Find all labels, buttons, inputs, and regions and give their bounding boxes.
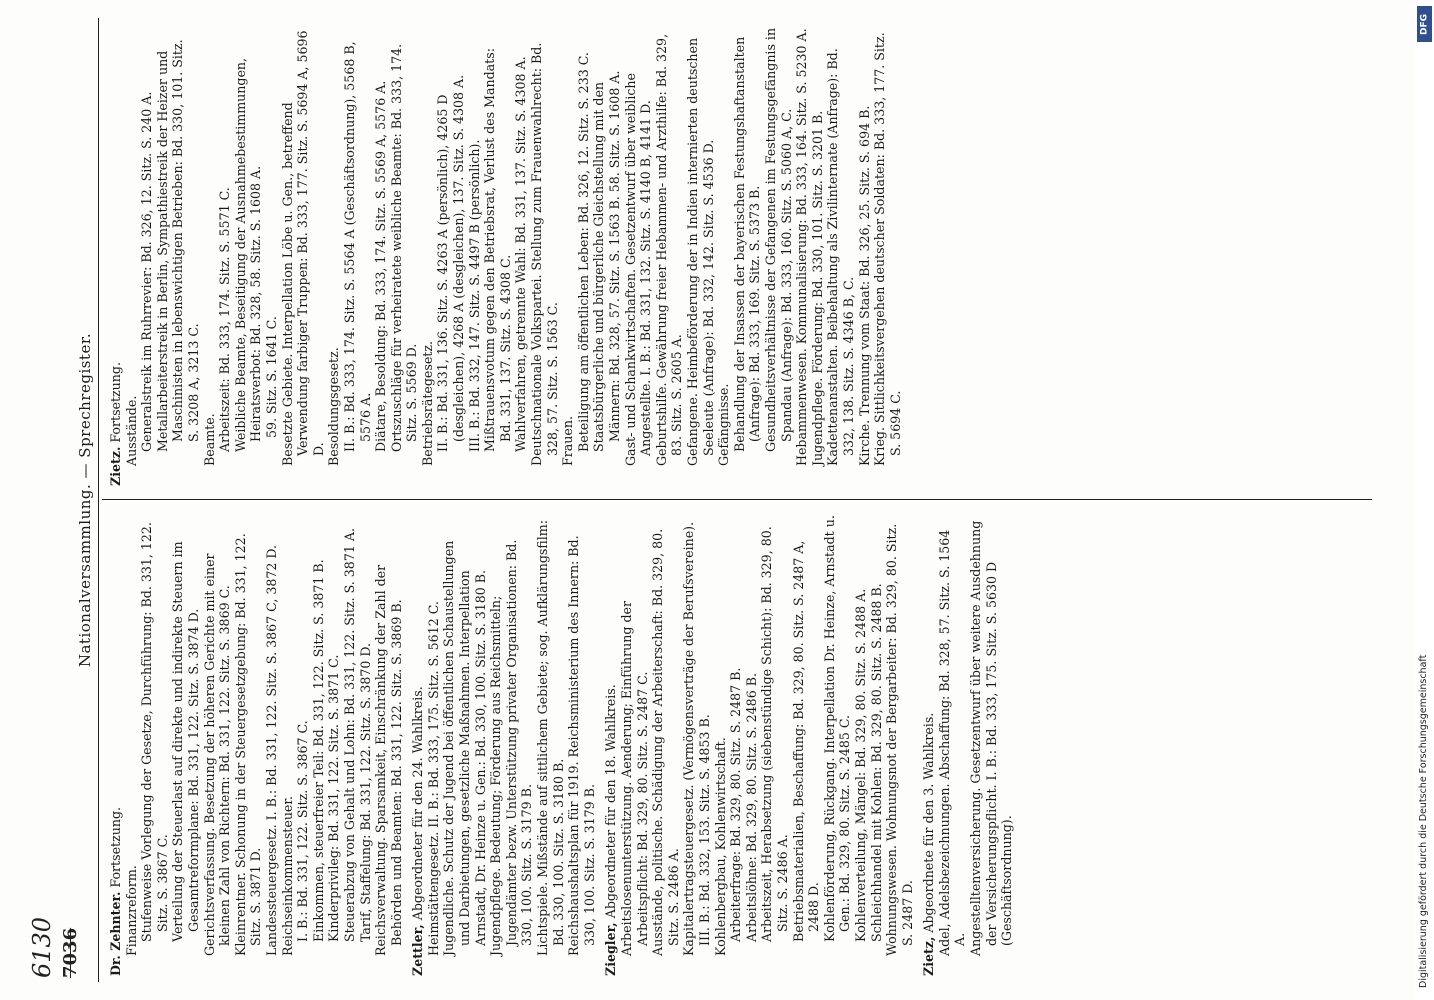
entry-line — [535, 514, 566, 976]
entry-text: Metallarbeiterstreik in Berlin, Sympathiestreik der Heizer und Maschinisten in lebenswichtigen Betrieben: Bd. 330, 101. Sitz. S. 3208 A, 3213 C. — [154, 39, 201, 452]
entry-text: I. B.: Bd. 331, 122. Sitz. S. 3867 C. — [295, 720, 311, 942]
entry-text: Kadettenanstalten. Beibehaltung als Zivilinternate (Anfrage): Bd. 332, 138. Sitz. S. 4346 B, C. — [825, 48, 856, 466]
entry-text: Fortsetzung. — [108, 806, 123, 888]
entry-text: Beteiligung am öffentlichen Leben: Bd. 326, 12. Sitz. S. 233 C. — [575, 52, 591, 452]
entry-text: 59. Sitz. S. 1641 C. — [263, 316, 279, 438]
entry-line — [732, 24, 763, 486]
entry-text: Stufenweise Vorlegung der Gesetze, Durchführung: Bd. 331, 122. Sitz. S. 3867 C. — [139, 522, 170, 942]
entry-text: Wohnungswesen. Wohnungsnot der Bergarbeiter: Bd. 329, 80. Sitz. S. 2487 D. — [884, 523, 915, 956]
entry-text: Reichshaushaltsplan für 1919. Reichsministerium des Innern: Bd. 330, 100. Sitz. S. 3179 B. — [566, 535, 597, 956]
entry-text: Kleinrentner. Schonung in der Steuergesetzgebung: Bd. 331, 122. Sitz. S. 3871 D. — [232, 533, 264, 956]
entry-text: Arbeitslosenunterstützung. Aenderung; Einführung der Arbeitspflicht: Bd. 329, 80. Sitz. S. 2487 C. — [619, 601, 650, 956]
entry-line — [233, 24, 264, 486]
entry-line — [326, 514, 342, 976]
entry-text: Heimstättengesetz. II. B.: Bd. 333, 175. Sitz. S. 5612 C. — [425, 601, 441, 956]
entry-text: Weibliche Beamte, Beseitigung der Ausnahmebestimmungen, Heiratsverbot: Bd. 328, 58. Sitz. S. 1608 A. — [232, 57, 264, 452]
entry-line — [358, 514, 374, 976]
entry-line — [763, 24, 794, 486]
entry-text: Kohlenbergbau, Kohlenwirtschaft. — [712, 737, 728, 956]
entry-text: Ortszuschläge für verheiratete weibliche Beamte: Bd. 333, 174. Sitz. S. 5569 D. — [388, 43, 420, 452]
entry-line — [853, 514, 869, 976]
entry-line — [716, 24, 732, 486]
handwritten-page-number: 6130 — [28, 916, 56, 978]
entry-line — [822, 514, 853, 976]
entry-text: Beamte. — [201, 413, 217, 466]
entry-line — [872, 24, 903, 486]
entry-line — [155, 24, 202, 486]
entry-line — [264, 514, 280, 976]
running-head: Nationalversammlung. — Sprechregister. — [76, 332, 94, 668]
register-entry — [410, 514, 597, 976]
entry-line — [488, 514, 535, 976]
entry-text: Verteilung der Steuerlast auf direkte und indirekte Steuern im Gesamtreformplane: Bd. 331, 122. Sitz. S. 3874 D. — [170, 541, 201, 942]
entry-line — [233, 514, 264, 976]
entry-line — [576, 24, 592, 486]
entry-line — [280, 24, 327, 486]
entry-line — [280, 514, 296, 976]
entry-text: Ausstände. — [123, 395, 139, 466]
entry-line — [810, 24, 826, 486]
entry-text: III. B.: Bd. 332, 147. Sitz. S. 4497 B (persönlich). — [466, 139, 482, 452]
entry-text: Arbeitszeit, Herabsetzung (siebenstündige Schicht): Bd. 329, 80. Sitz. S. 2486 A. — [759, 526, 790, 942]
entry-line — [794, 24, 810, 486]
entry-text: II. B.: Bd. 331, 136. Sitz. S. 4263 A (persönlich), 4265 D (desgleichen), 4268 A (desgleichen), 137. Sitz. S. 4308 A. — [435, 74, 467, 452]
entry-line — [342, 514, 358, 976]
entry-line — [529, 24, 560, 486]
entry-text: Kapitalertragsteuergesetz. (Vermögensverträge der Berufsvereine). III. B.: Bd. 332, 153. Sitz. S. 4853 B. — [681, 521, 712, 956]
entry-line — [441, 514, 488, 976]
entry-text: Kinderprivileg: Bd. 331, 122. Sitz. S. 3871 C. — [326, 654, 342, 942]
entry-line — [435, 24, 466, 486]
entry-text: Angestelltenversicherung. Gesetzentwurf über weitere Ausdehnung der Versicherungspflicht. I. B.: Bd. 333, 175. Sitz. S. 5630 D (Geschäftsordnung). — [968, 520, 1015, 956]
entry-text: Kohlenverteilung, Mängel: Bd. 329, 80. Sitz. S. 2488 A. — [852, 588, 868, 942]
register-entry — [108, 24, 903, 486]
entry-line — [869, 514, 885, 976]
entry-text: Adel, Adelsbezeichnungen. Abschaffung: Bd. 328, 57. Sitz. S. 1564 A. — [936, 529, 968, 956]
entry-line — [139, 514, 170, 976]
register-entry — [603, 514, 915, 976]
entry-line — [467, 24, 483, 486]
entry-line — [389, 24, 420, 486]
entry-name: Zietz, — [921, 936, 937, 976]
entry-line — [650, 514, 681, 976]
entry-first-line — [108, 514, 124, 976]
entry-text: Jugendpflege. Bedeutung; Förderung aus Reichsmitteln; Jugendämter bezw. Unterstützung privater Organisationen: Bd. 330, 100. Sitz. S. 3179 B. — [488, 539, 535, 956]
entry-text: Deutschnationale Volkspartei. Stellung zum Frauenwahlrecht: Bd. 328, 57. Sitz. S. 1563 C. — [529, 42, 560, 466]
entry-line — [124, 24, 140, 486]
entry-line — [373, 24, 389, 486]
printed-page-number: 7036 — [60, 927, 81, 978]
entry-text: Gefängnisse. — [716, 383, 732, 466]
entry-line — [326, 24, 342, 486]
entry-first-line — [410, 514, 426, 976]
entry-text: Reichseinkommensteuer. — [279, 795, 295, 956]
entry-text: Einkommen, steuerfreier Teil: Bd. 331, 122. Sitz. S. 3871 B. — [310, 559, 326, 942]
entry-text: Fortsetzung. — [108, 362, 123, 443]
entry-line — [513, 24, 529, 486]
entry-line — [420, 24, 436, 486]
entry-text: Frauen. — [560, 416, 576, 466]
entry-text: Geburtshilfe. Gewährung freier Hebammen- und Arzthilfe: Bd. 329, 83. Sitz. S. 2605 A. — [653, 33, 685, 466]
entry-text: Besoldungsgesetz. — [326, 347, 342, 466]
entry-line — [744, 514, 760, 976]
entry-name: Zettler, — [410, 924, 426, 976]
entry-text: Betriebsmaterialien, Beschaffung: Bd. 329, 80. Sitz. S. 2487 A, 2488 D. — [790, 540, 822, 942]
entry-line — [373, 514, 404, 976]
entry-text: II. B.: Bd. 333, 174. Sitz. S. 5564 A (Geschäftsordnung), 5568 B, 5576 A. — [341, 41, 373, 452]
entry-text: Arbeitszeit: Bd. 333, 174. Sitz. S. 5571 C. — [217, 187, 233, 452]
entry-line — [857, 24, 873, 486]
entry-line — [566, 514, 597, 976]
dfg-logo: DFG — [1417, 6, 1432, 42]
digitization-note: Digitalisierung gefördert durch die Deutsche Forschungsgemeinschaft — [1418, 654, 1429, 988]
entry-text: Jugendliche. Schutz der Jugend bei öffentlichen Schaustellungen und Darbietungen, gesetzliche Maßnahmen. Interpellation Arnstadt, Dr. Heinze u. Gen.: Bd. 330, 100. Sitz. S. 3180 B. — [441, 540, 488, 956]
entry-line — [217, 24, 233, 486]
entry-text: Wahlverfahren, getrennte Wahl: Bd. 331, 137. Sitz. S. 4308 A. — [513, 56, 529, 452]
entry-text: Ausstände, politische. Schädigung der Arbeiterschaft: Bd. 329, 80. Sitz. S. 2486 A. — [650, 528, 681, 956]
entry-text: Behandlung der Insassen der bayerischen Festungshaftanstalten (Anfrage): Bd. 333, 169. Sitz. S. 5373 B. — [731, 36, 763, 452]
entry-line — [311, 514, 327, 976]
entry-line — [759, 514, 790, 976]
entry-line — [170, 514, 201, 976]
entry-line — [728, 514, 744, 976]
entry-text: Abgeordnete für den 3. Wahlkreis. — [921, 712, 937, 933]
entry-line — [968, 514, 1015, 976]
entry-text: Landessteuergesetz. I. B.: Bd. 331, 122. Sitz. S. 3867 C, 3872 D. — [263, 544, 279, 956]
entry-first-line — [603, 514, 619, 976]
entry-line — [124, 514, 140, 976]
entry-name: Dr. Zehnter. — [108, 891, 123, 976]
entry-line — [295, 514, 311, 976]
entry-text: Reichsverwaltung. Sparsamkeit, Einschränkung der Zahl der Behörden und Beamten: Bd. 331, 122. Sitz. S. 3869 B. — [373, 564, 404, 956]
right-column — [108, 24, 909, 486]
left-column — [108, 514, 1021, 976]
register-entry — [108, 514, 404, 976]
entry-name: Zietz. — [108, 446, 123, 486]
entry-line — [791, 514, 822, 976]
entry-line — [202, 514, 233, 976]
register-entry — [921, 514, 1015, 976]
entry-text: Gefangene. Heimbeförderung der in Indien internierten deutschen Seeleute (Anfrage): Bd. 332, 142. Sitz. S. 4536 D. — [684, 37, 716, 466]
entry-text: Krieg. Sittlichkeitsvergehen deutscher Soldaten: Bd. 333, 177. Sitz. S. 5694 C. — [872, 32, 903, 466]
header-rule — [98, 18, 99, 982]
entry-first-line — [108, 24, 124, 486]
entry-line — [937, 514, 968, 976]
entry-line — [825, 24, 856, 486]
entry-text: Gerichtsverfassung. Besetzung der höheren Gerichte mit einer kleinen Zahl von Richtern: Bd. 331, 122. Sitz. S. 3869 C. — [201, 553, 233, 956]
entry-line — [202, 24, 218, 486]
entry-text: Abgeordneter für den 24. Wahlkreis. — [410, 686, 426, 921]
entry-text: Staatsbürgerliche und bürgerliche Gleichstellung mit den Männern: Bd. 328, 57. Sitz. S. 1563 B. 58. Sitz. S. 1608 A. — [591, 70, 622, 452]
entry-line — [560, 24, 576, 486]
entry-line — [654, 24, 685, 486]
entry-text: Kirche. Trennung vom Staat: Bd. 326, 25. Sitz. S. 694 B. — [856, 105, 872, 466]
entry-text: Generalstreik im Ruhrrevier: Bd. 326, 12. Sitz. S. 240 A. — [139, 91, 155, 452]
entry-text: Kohlenförderung, Rückgang. Interpellation Dr. Heinze, Arnstadt u. Gen.: Bd. 329, 80. Sitz. S. 2485 C. — [821, 515, 853, 942]
entry-text: Hebammenwesen. Kommunalisierung: Bd. 333, 164. Sitz. S. 5230 A. — [794, 28, 810, 466]
entry-line — [482, 24, 513, 486]
entry-line — [619, 514, 650, 976]
entry-text: Mißtrauensvotum gegen den Betriebsrat, Verlust des Mandats: Bd. 331, 137. Sitz. S. 4308 C. — [482, 48, 513, 452]
column-divider — [102, 499, 1372, 500]
entry-line — [591, 24, 622, 486]
entry-text: Besetzte Gebiete. Interpellation Löbe u. Gen., betreffend Verwendung farbiger Truppen: Bd. 333, 177. Sitz. S. 5694 A, 5696 D. — [279, 30, 326, 466]
entry-text: Steuerabzug von Gehalt und Lohn: Bd. 331, 122. Sitz. S. 3871 A. — [341, 528, 357, 942]
entry-text: Betriebsrätegesetz. — [419, 341, 435, 466]
entry-line — [884, 514, 915, 976]
entry-text: Diätare, Besoldung: Bd. 333, 174. Sitz. S. 5569 A, 5576 A. — [373, 80, 389, 452]
entry-line — [623, 24, 654, 486]
entry-text: Finanzreform. — [123, 865, 139, 956]
entry-line — [713, 514, 729, 976]
entry-text: Tarif, Staffelung: Bd. 331, 122. Sitz. S. 3870 D. — [357, 642, 373, 942]
entry-text: Lichtspiele. Mißstände auf sittlichem Gebiete; sog. Aufklärungsfilm: Bd. 330, 100. Sitz. S. 3180 B. — [535, 520, 566, 956]
entry-text: Arbeitslöhne: Bd. 329, 80. Sitz. S. 2486 B. — [743, 673, 759, 942]
entry-line — [426, 514, 442, 976]
entry-text: Jugendpflege. Förderung: Bd. 330, 101. Sitz. S. 3201 B. — [809, 110, 825, 466]
entry-text: Gast- und Schankwirtschaften. Gesetzentwurf über weibliche Angestellte. I. B.: Bd. 331, 132. Sitz. S. 4140 B, 4141 D. — [622, 73, 654, 466]
entry-line — [264, 24, 280, 486]
entry-line — [342, 24, 373, 486]
entry-first-line — [921, 514, 937, 976]
entry-line — [139, 24, 155, 486]
entry-name: Ziegler, — [603, 922, 619, 976]
entry-text: Gesundheitsverhältnisse der Gefangenen im Festungsgefängnis in Spandau (Anfrage): Bd. 333, 160. Sitz. S. 5060 A, C. — [762, 27, 794, 452]
entry-text: Arbeiterfrage: Bd. 329, 80. Sitz. S. 2487 B. — [728, 667, 744, 942]
entry-text: Abgeordneter für den 18. Wahlkreis. — [603, 684, 619, 919]
entry-line — [685, 24, 716, 486]
entry-text: Schleichhandel mit Kohlen: Bd. 329, 80. Sitz. S. 2488 B. — [868, 583, 884, 942]
entry-line — [681, 514, 712, 976]
